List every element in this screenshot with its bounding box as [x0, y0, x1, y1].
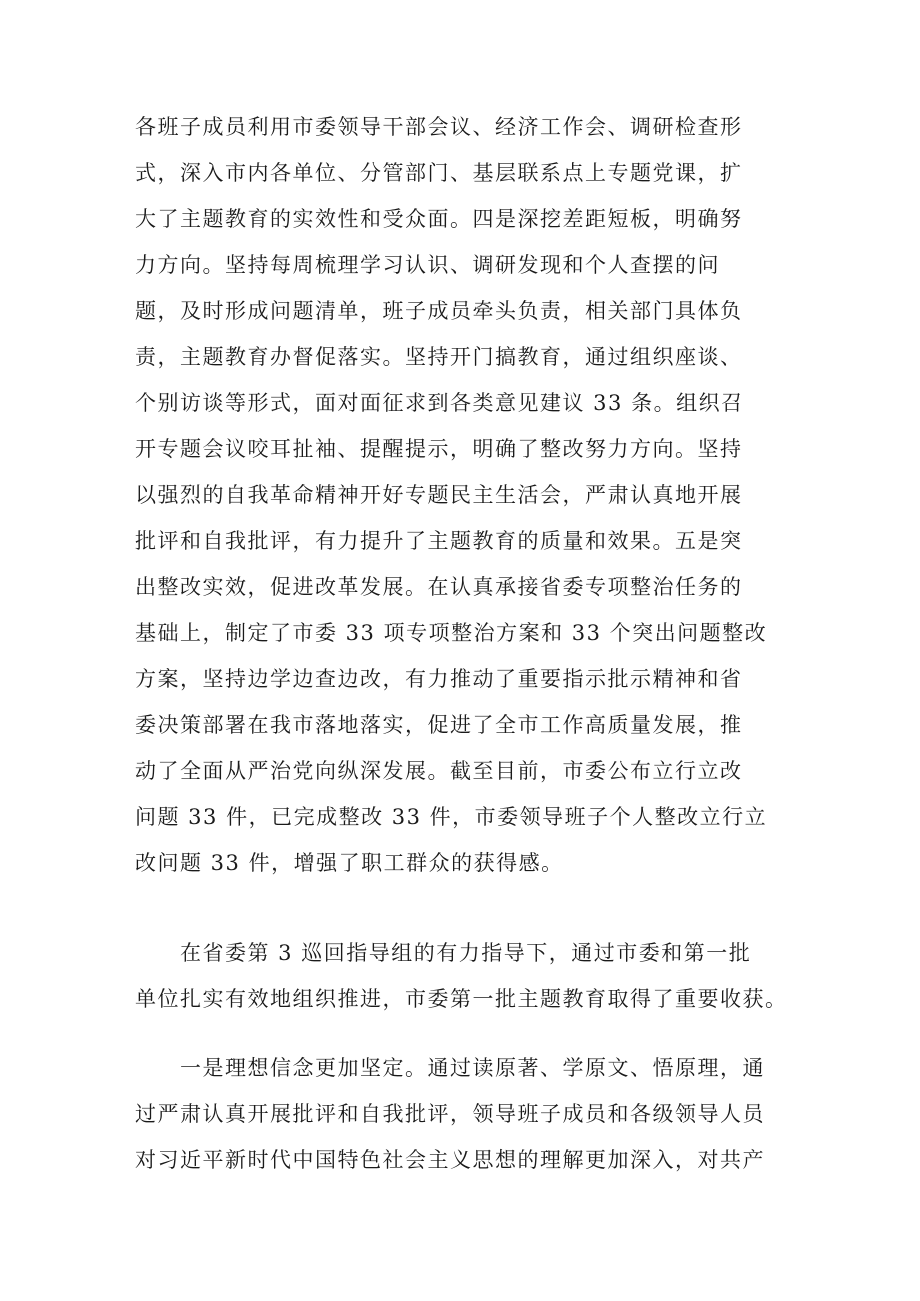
text-line: 出整改实效，促进改革发展。在认真承接省委专项整治任务的: [135, 575, 743, 599]
text-line: 对习近平新时代中国特色社会主义思想的理解更加深入，对共产: [135, 1148, 765, 1172]
text-line: 以强烈的自我革命精神开好专题民主生活会，严肃认真地开展: [135, 483, 743, 507]
text-line: 批评和自我批评，有力提升了主题教育的质量和效果。五是突: [135, 529, 743, 553]
text-line: 一是理想信念更加坚定。通过读原著、学原文、悟原理，通: [135, 1056, 765, 1080]
text-line: 方案，坚持边学边查边改，有力推动了重要指示批示精神和省: [135, 667, 743, 691]
text-line: 问题 33 件，已完成整改 33 件，市委领导班子个人整改立行立: [135, 805, 768, 829]
paragraph-first-point: [135, 1045, 795, 1183]
text-line: 开专题会议咬耳扯袖、提醒提示，明确了整改努力方向。坚持: [135, 437, 743, 461]
text-line: 式，深入市内各单位、分管部门、基层联系点上专题党课，扩: [135, 161, 743, 185]
text-line: 单位扎实有效地组织推进，市委第一批主题教育取得了重要收获。: [135, 987, 788, 1011]
text-line: 力方向。坚持每周梳理学习认识、调研发现和个人查摆的问: [135, 253, 720, 277]
text-line: 大了主题教育的实效性和受众面。四是深挖差距短板，明确努: [135, 207, 743, 231]
text-line: 委决策部署在我市落地落实，促进了全市工作高质量发展，推: [135, 713, 743, 737]
text-line: 动了全面从严治党向纵深发展。截至目前，市委公布立行立改: [135, 759, 743, 783]
text-line: 在省委第 3 巡回指导组的有力指导下，通过市委和第一批: [135, 941, 752, 965]
paragraph-continuation: [135, 104, 795, 886]
text-line: 题，及时形成问题清单，班子成员牵头负责，相关部门具体负: [135, 299, 743, 323]
paragraph-summary: [135, 930, 795, 1022]
text-line: 个别访谈等形式，面对面征求到各类意见建议 33 条。组织召: [135, 391, 744, 415]
text-line: 各班子成员利用市委领导干部会议、经济工作会、调研检查形: [135, 115, 743, 139]
text-line: 基础上，制定了市委 33 项专项整治方案和 33 个突出问题整改: [135, 621, 768, 645]
text-line: 改问题 33 件，增强了职工群众的获得感。: [135, 851, 564, 875]
text-line: 责，主题教育办督促落实。坚持开门搞教育，通过组织座谈、: [135, 345, 743, 369]
text-line: 过严肃认真开展批评和自我批评，领导班子成员和各级领导人员: [135, 1102, 765, 1126]
